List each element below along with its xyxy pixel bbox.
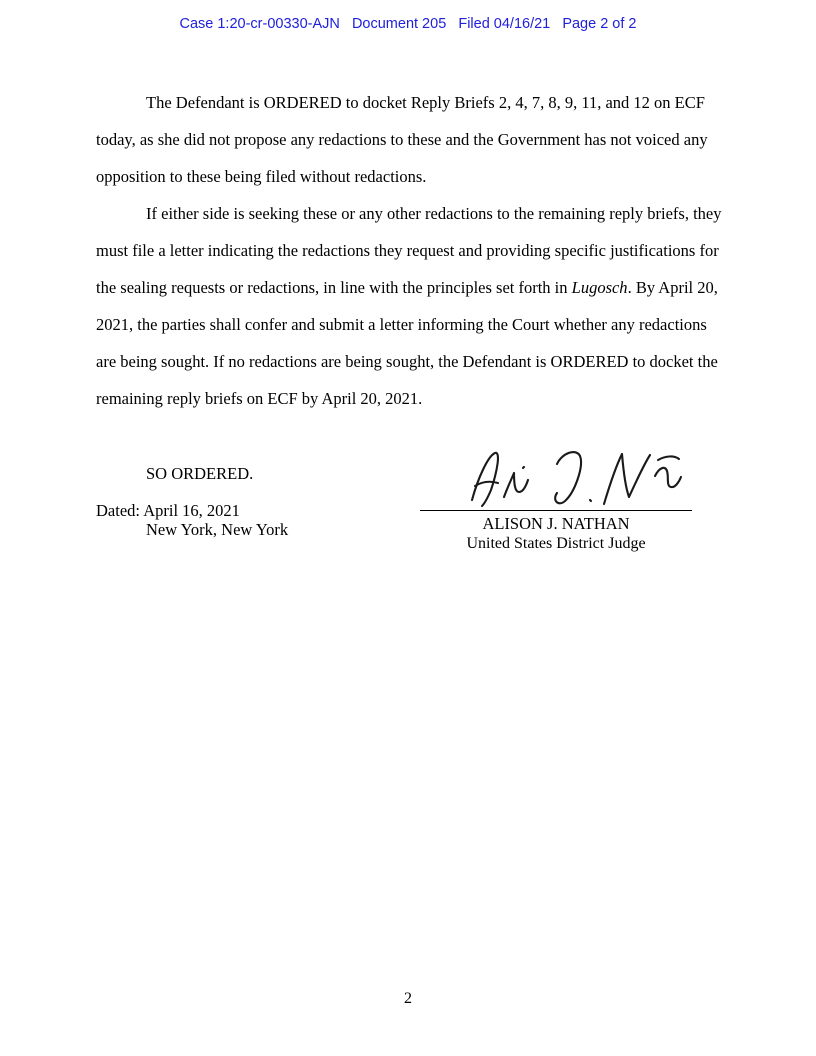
signature-line [420, 510, 692, 511]
paragraph-2 [96, 195, 722, 417]
judge-name: ALISON J. NATHAN [482, 514, 630, 533]
paragraph-2-text-continued: . By April 20, 2021, the parties shall confer and submit a letter informing the Court whether any redactions are being sought. If no redactions are being sought, the Defendant is ORDERED to docket the remaining reply briefs on ECF by April 20, 2021. [96, 278, 718, 408]
ecf-header-stamp: Case 1:20-cr-00330-AJN Document 205 Filed 04/16/21 Page 2 of 2 [179, 16, 637, 32]
page-number: 2 [404, 990, 412, 1007]
judge-title: United States District Judge [466, 535, 646, 552]
signature-block [420, 442, 692, 553]
dated-block [96, 502, 288, 539]
case-citation-italic: Lugosch [571, 278, 628, 297]
judge-signature-icon [462, 442, 684, 516]
dated-date-line: Dated: April 16, 2021 [96, 501, 240, 520]
paragraph-1: The Defendant is ORDERED to docket Reply Briefs 2, 4, 7, 8, 9, 11, and 12 on ECF today, as she did not propose any redactions to these and the Government has not voiced any opposition to these being filed without redactions. [96, 93, 708, 186]
dated-place-line: New York, New York [146, 519, 289, 539]
so-ordered-text: SO ORDERED. [146, 464, 254, 483]
order-body [96, 84, 722, 417]
paragraph-2-text: If either side is seeking these or any other redactions to the remaining reply briefs, they must file a letter indicating the redactions they request and providing specific justifications for the sealing requests or redactions, in line with the principles set forth in [96, 204, 722, 297]
